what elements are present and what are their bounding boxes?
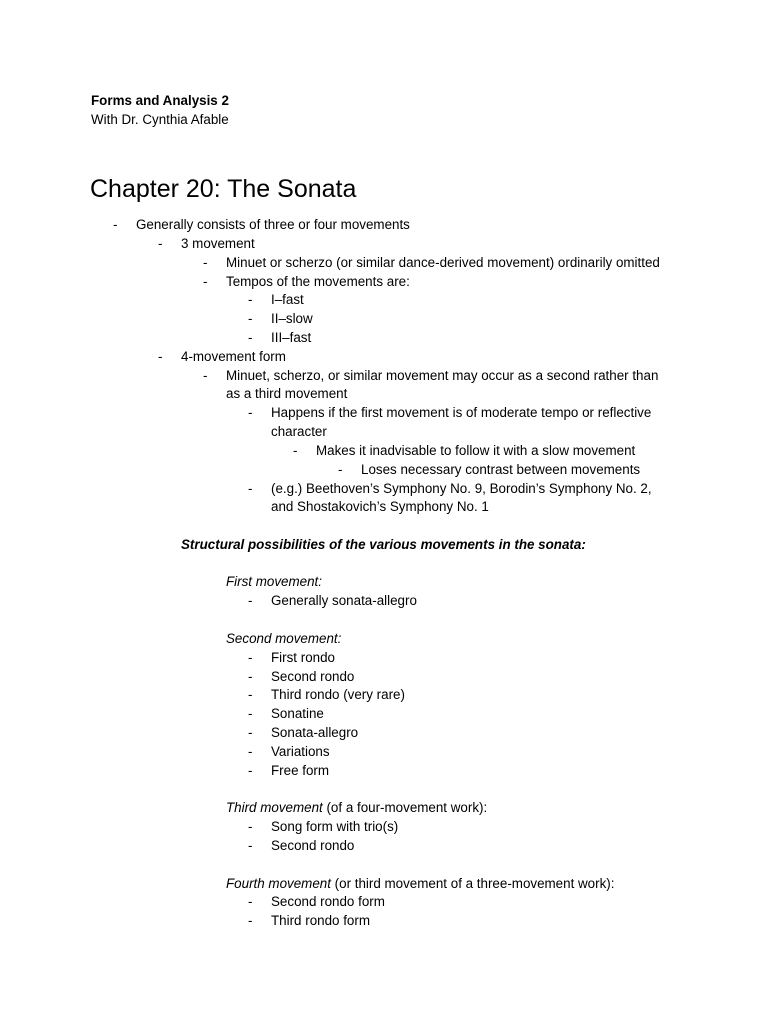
bullet-dash: - [248,687,253,702]
bullet-dash: - [338,462,343,477]
bullet-dash: - [203,368,208,383]
second-movement-item: Third rondo (very rare) [271,687,405,702]
second-movement-item: First rondo [271,650,335,665]
bullet-dash: - [248,894,253,909]
bullet-dash: - [248,763,253,778]
third-movement-title: Third movement [226,800,323,815]
second-movement-item: Second rondo [271,669,355,684]
three-movement-item: Tempos of the movements are: [226,274,410,289]
first-movement-title: First movement: [226,574,322,589]
four-movement-subsub: Makes it inadvisable to follow it with a slow movement [316,443,636,458]
fourth-movement-title: Fourth movement [226,876,331,891]
three-movement-item: Minuet or scherzo (or similar dance-derived movement) ordinarily omitted [226,255,660,270]
third-movement-item: Song form with trio(s) [271,819,399,834]
four-movement-item: Minuet, scherzo, or similar movement may occur as a second rather than [226,368,659,383]
bullet-dash: - [248,405,253,420]
four-movement-example: (e.g.) Beethoven’s Symphony No. 9, Borodin’s Symphony No. 2, [271,481,652,496]
fourth-movement-note: (or third movement of a three-movement work): [330,876,615,891]
bullet-dash: - [248,706,253,721]
bullet-dash: - [248,669,253,684]
bullet-dash: - [293,443,298,458]
third-movement-note: (of a four-movement work): [322,800,488,815]
second-movement-item: Variations [271,744,330,759]
second-movement-item: Free form [271,763,330,778]
course-title: Forms and Analysis 2 [91,93,229,108]
second-movement-title: Second movement: [226,631,342,646]
third-movement-item: Second rondo [271,838,355,853]
four-movement-item-cont: as a third movement [226,386,348,401]
fourth-movement-heading [226,876,614,892]
four-movement-sub: Happens if the first movement is of moderate tempo or reflective [271,405,652,420]
bullet-dash: - [248,819,253,834]
third-movement-heading [226,800,487,816]
bullet-dash: - [248,725,253,740]
bullet-dash: - [248,330,253,345]
fourth-movement-item: Second rondo form [271,894,385,909]
bullet-dash: - [158,236,163,251]
four-movement-subsubsub: Loses necessary contrast between movements [361,462,641,477]
bullet-dash: - [248,838,253,853]
three-movement-label: 3 movement [181,236,255,251]
bullet-dash: - [248,650,253,665]
four-movement-label: 4-movement form [181,349,286,364]
second-movement-item: Sonata-allegro [271,725,359,740]
outline-level1-item: Generally consists of three or four movements [136,217,410,232]
bullet-dash: - [248,311,253,326]
bullet-dash: - [248,744,253,759]
bullet-dash: - [248,481,253,496]
four-movement-example-cont: and Shostakovich’s Symphony No. 1 [271,499,489,514]
fourth-movement-item: Third rondo form [271,913,370,928]
first-movement-item: Generally sonata-allegro [271,593,417,608]
bullet-dash: - [203,274,208,289]
structural-heading: Structural possibilities of the various movements in the sonata: [181,537,586,552]
instructor-line: With Dr. Cynthia Afable [91,112,229,127]
bullet-dash: - [203,255,208,270]
tempo-item: III–fast [271,330,312,345]
bullet-dash: - [248,292,253,307]
bullet-dash: - [113,217,118,232]
bullet-dash: - [248,593,253,608]
bullet-dash: - [158,349,163,364]
four-movement-sub-cont: character [271,424,327,439]
second-movement-item: Sonatine [271,706,324,721]
bullet-dash: - [248,913,253,928]
tempo-item: I–fast [271,292,304,307]
tempo-item: II–slow [271,311,313,326]
chapter-title: Chapter 20: The Sonata [90,175,357,203]
